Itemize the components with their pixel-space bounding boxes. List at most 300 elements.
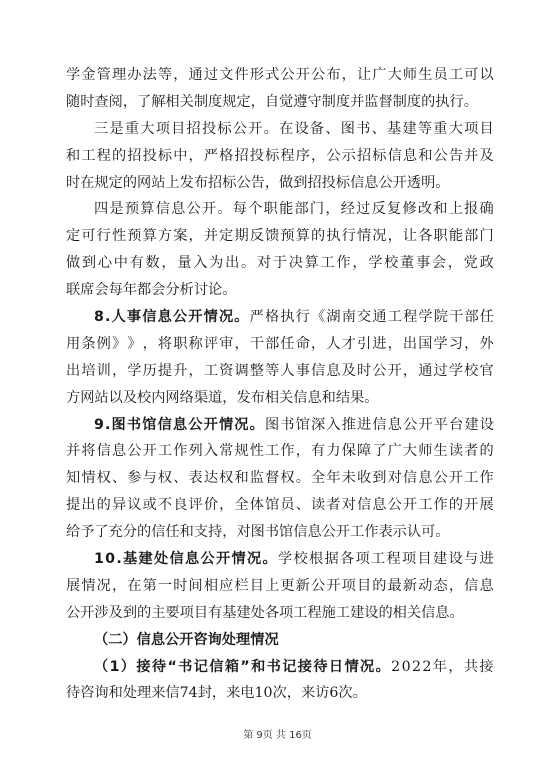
text-char: 目 [479,120,494,137]
text-char: 目 [417,551,432,568]
text-char: 评 [203,335,219,352]
text-char: 待 [66,685,81,702]
text-char: 4 [188,685,198,702]
text-char: 大 [448,120,463,137]
text-char: 反 [249,228,264,245]
text-char: ， [234,335,249,352]
text-char: 目 [249,577,264,594]
text-char: 标 [335,174,351,191]
text-char: 训 [96,362,111,379]
text-char: 投 [142,147,157,164]
text-char: 任 [280,335,295,352]
text-char: 有 [208,604,223,621]
text-char: 职 [173,335,188,352]
text-char: 工 [157,443,173,460]
text-char: 相 [165,93,180,110]
bold-text-char: 开 [188,309,203,326]
text-char: 到 [81,255,97,272]
text-char: ， [222,389,237,406]
text-char: 部 [294,201,309,218]
text-char: 相 [264,389,280,406]
text-char: 严 [203,147,219,164]
text-char: 展 [66,577,81,594]
text-char: 习 [448,335,464,352]
text-char: 讨 [193,282,209,299]
text-char: 工 [335,604,351,621]
text-char: 0 [263,685,273,702]
text-char: 理 [137,685,152,702]
text-char: 。 [449,604,464,621]
text-char: 行 [449,93,464,110]
text-char: 内 [151,389,166,406]
text-char: 公 [387,497,402,514]
text-char: 最 [387,577,402,594]
text-line [66,438,494,465]
text-char: 学 [418,309,433,326]
text-char: 基 [387,120,402,137]
text-char: ， [447,255,462,272]
text-char: 项 [155,120,170,137]
bold-text-char: 况 [247,551,262,568]
text-char: 封 [197,685,212,702]
text-char: 历 [142,362,157,379]
text-char: 湖 [326,309,341,326]
text-char: 息 [372,497,387,514]
bold-text-char: . [105,416,111,433]
text-char: 新 [402,577,418,594]
text-char: 作 [479,470,494,487]
text-line [66,492,494,519]
text-char: 各 [264,604,280,621]
text-line [66,331,494,358]
text-char: 招 [307,174,322,191]
bold-text-char: 8 [94,309,104,326]
bold-text-char: 记 [193,658,208,675]
text-char: 时 [356,362,372,379]
bold-text-char: 况 [234,416,249,433]
text-char: 培 [81,362,96,379]
text-char: 为 [209,255,224,272]
text-char: 工 [81,147,96,164]
text-char: 资 [219,362,234,379]
text-char: 1 [254,685,264,702]
text-char: 督 [378,93,393,110]
text-char: 。 [263,120,278,137]
bold-text-char: 公 [188,416,203,433]
text-char: 监 [364,93,379,110]
text-char: 基 [222,604,237,621]
text-char: ， [352,255,367,272]
text-char: 渠 [193,389,209,406]
text-char: 和 [433,201,448,218]
text-char: 的 [96,497,111,514]
text-char: 执 [435,93,450,110]
bold-text-char: 。 [234,309,249,326]
text-char: 学 [66,67,81,83]
text-char: 体 [249,497,264,514]
text-char: ， [222,524,237,541]
text-char: 定 [66,228,81,245]
text-char: 站 [151,174,166,191]
text-char: 审 [219,335,234,352]
text-char: 行 [341,228,356,245]
text-char: 来 [300,685,316,702]
text-char: 开 [295,67,310,83]
text-char: 异 [111,497,127,514]
text-char: 及 [341,362,356,379]
text-char: 督 [265,470,280,487]
text-char: 文 [219,67,234,83]
text-char: 权 [219,470,234,487]
text-char: 工 [418,497,433,514]
text-char: ， [311,335,326,352]
text-char: ， [188,362,203,379]
text-char: 人 [326,335,341,352]
bold-text-char: 询 [207,631,222,648]
text-char: 一 [157,577,173,594]
bold-text-char: 理 [236,631,251,648]
text-char: 权 [96,470,111,487]
text-char: 时 [80,93,95,110]
text-char: 官 [479,362,494,379]
text-char: 部 [464,228,479,245]
bold-text-char: 人 [111,309,126,326]
text-line [66,519,494,546]
text-char: 障 [356,443,372,460]
text-char: 。 [352,685,367,702]
bold-text-char: 处 [154,551,169,568]
text-char: 。 [222,282,237,299]
text-char: 制 [321,93,336,110]
text-char: 2 [422,658,432,675]
text-char: 任 [479,309,494,326]
text-char: 公 [127,443,142,460]
text-char: 不 [157,497,173,514]
text-char: 席 [80,282,95,299]
text-char: 并 [66,443,81,460]
text-char: 信 [350,174,365,191]
text-char: 公 [232,120,247,137]
text-char: 期 [234,228,249,245]
text-char: 权 [280,470,295,487]
text-char: 制 [193,93,209,110]
text-char: 息 [402,147,418,164]
text-char: 公 [378,174,393,191]
bold-text-char: 情 [231,551,246,568]
text-char: 对 [236,524,251,541]
text-char: 信 [402,470,418,487]
text-line [66,358,494,385]
bold-text-char: 信 [209,658,224,675]
text-char: 算 [142,228,157,245]
text-char: 未 [341,470,356,487]
text-char: 复 [387,201,402,218]
text-char: 全 [234,497,249,514]
bold-text-char: 咨 [193,631,208,648]
text-char: 整 [249,362,264,379]
text-char: 升 [173,362,188,379]
text-char: 金 [81,67,96,83]
text-char: 良 [173,497,188,514]
text-char: 性 [249,443,264,460]
text-char: 保 [341,443,356,460]
text-char: 的 [137,524,152,541]
text-char: 确 [479,201,494,218]
text-char: 工 [464,470,479,487]
text-char: 信 [293,389,308,406]
text-char: 馈 [265,228,280,245]
text-char: 发 [179,174,194,191]
text-char: 校 [137,389,152,406]
text-char: 告 [250,174,265,191]
text-char: 及 [479,147,494,164]
text-char: 是 [109,201,124,218]
text-char: 分 [122,524,138,541]
text-char: 干 [249,335,264,352]
text-char: 网 [165,389,180,406]
text-char: 招 [234,147,249,164]
text-char: 大 [387,67,402,83]
text-char: 开 [418,416,433,433]
text-char: 程 [403,309,418,326]
bold-text-char: 记 [282,658,297,675]
bold-text-char: 事 [126,309,142,326]
text-char: 接 [479,658,494,675]
text-line [66,62,494,89]
text-char: 与 [142,470,157,487]
text-char: 标 [265,147,280,164]
bold-text-char: 。 [375,658,390,675]
text-line [66,654,494,681]
text-char: 公 [372,362,387,379]
text-char: ， [387,228,402,245]
text-char: 出 [81,497,96,514]
text-char: 、 [111,470,127,487]
text-line [66,304,494,331]
text-char: 格 [264,309,280,326]
text-char: 师 [402,67,418,83]
text-char: 。 [295,470,310,487]
text-char: 决 [288,255,303,272]
text-char: 了 [137,93,152,110]
text-char: 来 [226,685,241,702]
text-char: 共 [463,658,479,675]
text-char: 事 [295,362,310,379]
text-char: 会 [431,255,447,272]
bold-text-char: （ [94,631,109,648]
text-char: 主 [151,604,166,621]
text-char: 标 [372,147,387,164]
text-char: 、 [371,120,386,137]
text-char: 工 [350,524,365,541]
text-char: 项 [279,604,294,621]
text-char: 的 [372,577,387,594]
text-char: 三 [94,120,109,137]
text-char: 深 [311,416,326,433]
text-char: 开 [448,470,464,487]
text-char: 守 [307,93,322,110]
bold-text-char: 情 [203,309,218,326]
bold-text-char: 开 [179,631,194,648]
text-char: 询 [94,685,109,702]
text-char: 书 [280,416,295,433]
text-char: 心 [97,255,113,272]
text-char: 在 [127,577,142,594]
text-char: 图 [264,416,280,433]
text-char: 处 [122,685,138,702]
text-char: 南 [341,309,356,326]
text-char: 第 [142,577,157,594]
text-char: 规 [222,93,237,110]
text-char: 公 [311,67,326,83]
text-char: 次 [272,685,287,702]
text-char: 的 [421,93,436,110]
text-char: 表 [188,470,203,487]
text-char: 工 [203,362,219,379]
bold-text-char: 开 [203,416,218,433]
text-char: 并 [203,228,219,245]
bold-text-char: ） [122,631,137,648]
text-char: 、 [325,120,340,137]
text-char: 度 [406,93,422,110]
text-char: 信 [464,577,479,594]
text-char: 投 [249,147,264,164]
text-char: 度 [335,93,351,110]
text-char: 学 [278,551,293,568]
text-char: 况 [96,577,111,594]
text-char: 平 [433,416,448,433]
bold-text-char: 书 [266,658,281,675]
text-char: 可 [421,524,436,541]
text-char: 道 [208,389,223,406]
text-char: 方 [66,389,81,406]
text-char: 算 [140,201,155,218]
text-char: 量 [177,255,192,272]
bold-text-char: 。 [262,551,277,568]
text-char: ， [387,335,402,352]
text-char: 办 [127,67,142,83]
text-char: 于 [272,255,287,272]
text-char: 示 [392,524,407,541]
text-char: 是 [109,120,124,137]
text-char: 以 [108,389,123,406]
text-char: 分 [165,282,180,299]
text-char: ， [311,147,326,164]
bold-text-char: 开 [216,551,231,568]
text-char: 阅 [108,93,123,110]
text-char: 在 [279,120,294,137]
text-char: 评 [188,497,203,514]
text-char: 中 [113,255,128,272]
text-char: 外 [479,335,494,352]
text-char: 经 [340,201,355,218]
text-char: 目 [356,577,372,594]
text-char: 定 [236,93,251,110]
bold-text-char: （ [94,658,109,675]
bold-text-char: 馆 [142,416,157,433]
text-char: 或 [142,497,157,514]
text-char: 布 [326,67,341,83]
text-char: 情 [81,470,96,487]
text-char: 在 [80,174,95,191]
text-char: 者 [326,497,341,514]
text-char: 反 [371,201,386,218]
text-char: 表 [378,524,393,541]
text-char: 的 [311,228,326,245]
text-char: 施 [321,604,336,621]
text-char: 咨 [80,685,95,702]
text-char: 设 [364,604,379,621]
text-char: 建 [402,120,417,137]
text-char: 重 [124,120,140,137]
text-char: 序 [295,147,310,164]
text-char: 的 [378,604,393,621]
text-char: 要 [165,604,180,621]
text-char: 站 [94,389,109,406]
text-char: 等 [265,362,280,379]
text-char: 。 [463,93,478,110]
text-char: 对 [387,470,402,487]
text-char: 关 [406,604,422,621]
text-char: 项 [464,120,479,137]
text-char: ， [161,255,176,272]
text-char: 处 [250,604,265,621]
text-char: 信 [387,147,402,164]
text-char: 开 [335,524,351,541]
text-char: 价 [203,497,219,514]
text-char: 院 [433,309,448,326]
text-char: 读 [448,443,464,460]
text-char: 作 [364,524,379,541]
text-char: 工 [293,604,308,621]
text-char: 6 [329,685,339,702]
text-char: 图 [340,120,355,137]
text-char: 。 [364,389,379,406]
text-char: 性 [111,228,127,245]
text-char: 关 [179,93,194,110]
text-char: 工 [448,67,464,83]
text-char: 算 [304,255,319,272]
text-char: 管 [96,67,111,83]
text-char: 布 [250,389,265,406]
text-char: 时 [173,577,188,594]
text-char: 可 [81,228,96,245]
text-char: 者 [464,443,479,460]
text-char: 书 [356,120,371,137]
text-char: 涉 [94,604,109,621]
text-char: 根 [309,551,324,568]
text-char: 校 [384,255,399,272]
text-char: 建 [350,604,365,621]
text-char: 职 [433,228,448,245]
text-char: 预 [124,201,140,218]
text-line [66,196,494,223]
text-char: 生 [433,443,448,460]
text-char: 》 [111,335,127,352]
text-char: 相 [203,577,219,594]
text-char: 师 [418,443,433,460]
text-char: 人 [280,362,295,379]
text-char: 部 [265,335,280,352]
text-char: 进 [372,335,387,352]
text-char: ， [264,174,280,191]
text-char: ， [448,577,464,594]
text-char: 到 [372,470,387,487]
text-char: 通 [188,67,203,83]
text-char: 让 [356,67,372,83]
text-char: 开 [201,201,217,218]
text-char: 公 [66,604,81,621]
